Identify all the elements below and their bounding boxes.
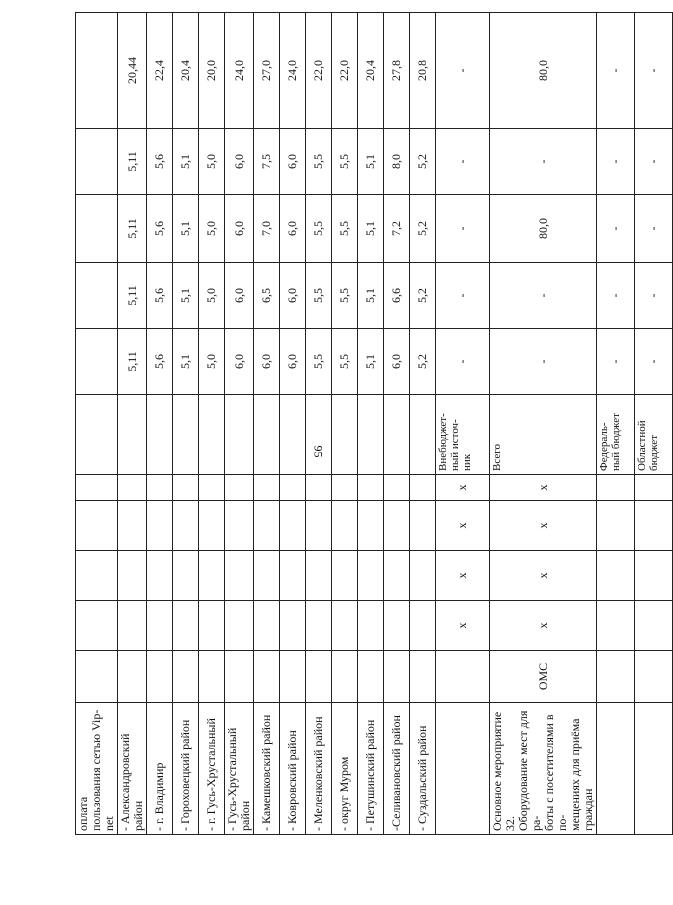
table-cell	[225, 501, 254, 551]
table-cell	[76, 195, 118, 263]
table-cell	[199, 601, 225, 651]
table-cell	[306, 601, 332, 651]
table-cell: 6,0	[280, 263, 306, 329]
table-cell: - Суздальский район	[410, 703, 436, 835]
table-cell	[635, 651, 673, 703]
table-cell: х	[436, 501, 490, 551]
table-cell: 5,1	[358, 329, 384, 395]
table-cell: 5,5	[306, 329, 332, 395]
table-cell	[254, 395, 280, 475]
table-cell: 5,2	[410, 329, 436, 395]
table-cell: 6,0	[384, 329, 410, 395]
table-row	[332, 13, 358, 835]
table-cell	[76, 129, 118, 195]
table-row	[490, 13, 597, 835]
table-cell	[358, 651, 384, 703]
table-cell: 6,0	[280, 129, 306, 195]
table-cell	[410, 501, 436, 551]
table-cell	[280, 475, 306, 501]
table-cell: 20,4	[358, 13, 384, 129]
table-cell: 7,5	[254, 129, 280, 195]
table-cell: - г. Гусь-Хрустальный	[199, 703, 225, 835]
table-cell: Федераль- ный бюджет	[597, 395, 635, 475]
table-cell	[597, 551, 635, 601]
table-cell: 7,0	[254, 195, 280, 263]
table-cell: 5,6	[147, 195, 173, 263]
table-cell: 5,1	[358, 263, 384, 329]
table-cell	[332, 551, 358, 601]
table-cell: - Александровский район	[118, 703, 147, 835]
table-cell	[118, 475, 147, 501]
table-cell: 20,44	[118, 13, 147, 129]
table-cell: -	[597, 13, 635, 129]
table-cell: 5,1	[173, 195, 199, 263]
table-cell	[358, 601, 384, 651]
table-row	[384, 13, 410, 835]
table-row	[280, 13, 306, 835]
table-cell: оплата пользования сетью Vip-net	[76, 703, 118, 835]
table-cell: Областной бюджет	[635, 395, 673, 475]
table-cell: -	[597, 329, 635, 395]
table-cell: 20,8	[410, 13, 436, 129]
table-cell	[332, 395, 358, 475]
table-cell: 6,0	[225, 195, 254, 263]
table-cell: 27,0	[254, 13, 280, 129]
table-cell	[199, 551, 225, 601]
table-cell	[597, 475, 635, 501]
table-cell: 80,0	[490, 13, 597, 129]
table-cell: 5,6	[147, 329, 173, 395]
table-cell	[384, 601, 410, 651]
table-row	[225, 13, 254, 835]
table-cell: - г. Владимир	[147, 703, 173, 835]
table-row	[76, 13, 118, 835]
table-cell	[147, 501, 173, 551]
table-cell	[76, 501, 118, 551]
table-cell: 5,11	[118, 195, 147, 263]
table-cell	[225, 395, 254, 475]
table-cell: 5,1	[358, 195, 384, 263]
table-cell	[280, 601, 306, 651]
table-cell	[199, 475, 225, 501]
table-cell: х	[490, 501, 597, 551]
table-cell	[147, 551, 173, 601]
table-row	[410, 13, 436, 835]
table-cell	[225, 475, 254, 501]
rotated-table-container	[75, 13, 660, 835]
table-cell	[410, 651, 436, 703]
table-cell	[118, 501, 147, 551]
table-cell	[280, 501, 306, 551]
table-cell: 20,0	[199, 13, 225, 129]
table-cell: 8,0	[384, 129, 410, 195]
table-cell: 5,1	[173, 129, 199, 195]
table-cell	[76, 551, 118, 601]
table-cell	[410, 551, 436, 601]
table-cell	[635, 703, 673, 835]
table-cell	[173, 501, 199, 551]
table-cell	[76, 601, 118, 651]
table-cell	[332, 475, 358, 501]
table-cell	[254, 651, 280, 703]
table-cell: 24,0	[225, 13, 254, 129]
table-cell: 6,0	[225, 263, 254, 329]
table-cell: 5,0	[199, 129, 225, 195]
table-cell: 5,5	[306, 263, 332, 329]
table-cell: -	[635, 129, 673, 195]
table-cell: - Ковровский район	[280, 703, 306, 835]
table-row	[436, 13, 490, 835]
table-cell: 22,0	[332, 13, 358, 129]
table-cell: х	[436, 601, 490, 651]
table-cell: х	[490, 601, 597, 651]
table-cell: 5,5	[332, 195, 358, 263]
table-row	[254, 13, 280, 835]
table-cell: 5,0	[199, 195, 225, 263]
table-cell: -	[635, 329, 673, 395]
table-cell	[597, 501, 635, 551]
table-row	[358, 13, 384, 835]
table-cell: -	[597, 263, 635, 329]
table-cell	[410, 601, 436, 651]
table-cell: -	[436, 129, 490, 195]
table-cell: 7,2	[384, 195, 410, 263]
table-cell: - округ Муром	[332, 703, 358, 835]
table-cell	[332, 501, 358, 551]
table-cell: 5,11	[118, 129, 147, 195]
table-cell: - Петушинский район	[358, 703, 384, 835]
table-cell: 6,0	[225, 329, 254, 395]
table-row	[199, 13, 225, 835]
table-cell: Всего	[490, 395, 597, 475]
table-cell: 6,0	[280, 195, 306, 263]
table-cell	[358, 551, 384, 601]
table-cell: 80,0	[490, 195, 597, 263]
table-cell	[306, 501, 332, 551]
table-cell: -	[490, 129, 597, 195]
table-cell: -Селивановский район	[384, 703, 410, 835]
table-cell: 5,1	[173, 329, 199, 395]
table-cell: 20,4	[173, 13, 199, 129]
table-cell: 5,0	[199, 263, 225, 329]
table-cell: 5,5	[332, 263, 358, 329]
table-cell: 5,6	[147, 129, 173, 195]
table-cell	[384, 551, 410, 601]
table-cell	[384, 651, 410, 703]
table-cell	[173, 395, 199, 475]
table-cell	[635, 601, 673, 651]
table-cell	[280, 395, 306, 475]
table-cell: 27,8	[384, 13, 410, 129]
table-cell	[225, 651, 254, 703]
table-cell: х	[490, 551, 597, 601]
table-cell	[597, 601, 635, 651]
table-cell: 6,0	[225, 129, 254, 195]
table-cell	[635, 475, 673, 501]
table-cell	[118, 651, 147, 703]
table-cell: 6,5	[254, 263, 280, 329]
table-cell	[76, 395, 118, 475]
table-cell	[118, 551, 147, 601]
table-cell: - Гусь-Хрустальный район	[225, 703, 254, 835]
table-cell: Основное мероприятие 32. Оборудование мест для ра- боты с посетителями в по- мещениях для приёма граждан	[490, 703, 597, 835]
table-cell	[173, 475, 199, 501]
budget-table	[75, 12, 673, 835]
table-cell	[76, 475, 118, 501]
table-cell	[76, 263, 118, 329]
table-cell: - Камешковский район	[254, 703, 280, 835]
table-cell	[384, 501, 410, 551]
table-cell: -	[436, 13, 490, 129]
table-cell: -	[635, 195, 673, 263]
table-cell	[118, 395, 147, 475]
table-cell	[306, 475, 332, 501]
table-cell	[118, 601, 147, 651]
table-cell	[225, 601, 254, 651]
table-cell: -	[635, 263, 673, 329]
table-cell: 5,1	[358, 129, 384, 195]
table-cell	[173, 651, 199, 703]
table-cell: х	[490, 475, 597, 501]
table-cell	[147, 475, 173, 501]
table-cell	[332, 601, 358, 651]
table-cell: 5,2	[410, 129, 436, 195]
table-row	[147, 13, 173, 835]
table-cell	[199, 651, 225, 703]
table-cell	[173, 601, 199, 651]
table-cell	[173, 551, 199, 601]
table-cell	[254, 501, 280, 551]
table-row	[306, 13, 332, 835]
table-cell: - Меленковский район	[306, 703, 332, 835]
table-cell: ОМС	[490, 651, 597, 703]
table-cell: -	[436, 329, 490, 395]
table-cell: 5,11	[118, 329, 147, 395]
table-cell	[635, 501, 673, 551]
table-row	[173, 13, 199, 835]
table-cell	[384, 475, 410, 501]
table-cell	[147, 651, 173, 703]
page-number: 95	[311, 445, 326, 458]
table-row	[118, 13, 147, 835]
table-cell: 5,5	[306, 129, 332, 195]
table-cell	[147, 395, 173, 475]
table-cell	[280, 551, 306, 601]
table-cell	[254, 551, 280, 601]
table-cell: 5,2	[410, 195, 436, 263]
table-cell: -	[436, 195, 490, 263]
table-cell	[597, 651, 635, 703]
table-cell: 5,5	[332, 329, 358, 395]
table-cell: 22,0	[306, 13, 332, 129]
table-cell	[199, 395, 225, 475]
table-cell	[358, 395, 384, 475]
table-cell: 24,0	[280, 13, 306, 129]
table-row	[635, 13, 673, 835]
table-cell	[280, 651, 306, 703]
table-cell	[358, 501, 384, 551]
table-cell	[225, 551, 254, 601]
table-cell	[76, 329, 118, 395]
table-cell	[254, 475, 280, 501]
table-cell	[597, 703, 635, 835]
table-cell: -	[597, 195, 635, 263]
table-cell	[410, 475, 436, 501]
table-cell	[436, 651, 490, 703]
table-cell	[306, 651, 332, 703]
table-cell	[358, 475, 384, 501]
table-cell	[254, 601, 280, 651]
table-cell: -	[597, 129, 635, 195]
table-cell: х	[436, 475, 490, 501]
table-cell	[199, 501, 225, 551]
table-cell	[410, 395, 436, 475]
table-cell: Внебюджет- ный источ- ник	[436, 395, 490, 475]
table-cell	[306, 551, 332, 601]
table-cell: 6,6	[384, 263, 410, 329]
table-cell: 6,0	[254, 329, 280, 395]
table-cell: 5,11	[118, 263, 147, 329]
table-cell: х	[436, 551, 490, 601]
table-row	[597, 13, 635, 835]
table-cell	[384, 395, 410, 475]
table-cell: 5,5	[332, 129, 358, 195]
table-cell: -	[436, 263, 490, 329]
table-cell: 5,2	[410, 263, 436, 329]
table-cell	[306, 395, 332, 475]
table-cell: 6,0	[280, 329, 306, 395]
table-cell: 5,0	[199, 329, 225, 395]
table-cell: 5,5	[306, 195, 332, 263]
table-cell: -	[635, 13, 673, 129]
table-cell: -	[490, 329, 597, 395]
table-cell	[635, 551, 673, 601]
table-cell	[76, 13, 118, 129]
table-cell: -	[490, 263, 597, 329]
table-cell: 22,4	[147, 13, 173, 129]
table-cell	[436, 703, 490, 835]
table-cell: 5,1	[173, 263, 199, 329]
table-cell	[76, 651, 118, 703]
table-cell	[147, 601, 173, 651]
table-cell	[332, 651, 358, 703]
table-cell: - Гороховецкий район	[173, 703, 199, 835]
table-cell: 5,6	[147, 263, 173, 329]
